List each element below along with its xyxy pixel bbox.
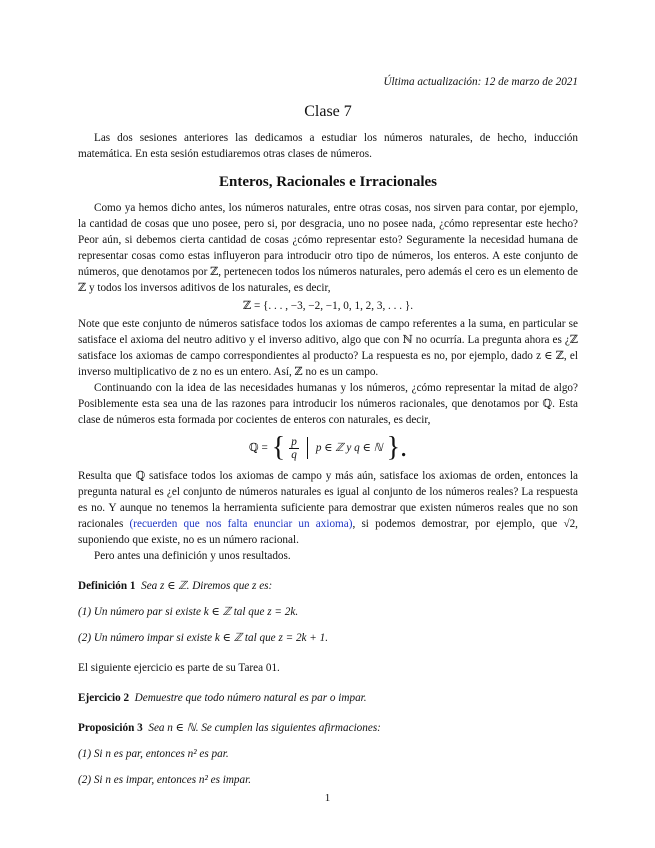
class-title: Clase 7 [304, 103, 352, 120]
paragraph-irrationals-part2: , si podemos demostrar, por ejemplo, que √2, suponiendo que existe, no es un número racional. [78, 518, 578, 546]
fraction-numerator: p [291, 435, 297, 448]
paragraph-transition: Pero antes una definición y unos resultados. [94, 550, 291, 562]
fraction-denominator: q [291, 448, 297, 461]
paragraph-irrationals [78, 468, 578, 548]
exercise-2 [78, 690, 578, 706]
rationals-lhs: ℚ = [248, 442, 268, 454]
proposition-label: Proposición 3 [78, 722, 143, 734]
definition-label: Definición 1 [78, 580, 136, 592]
definition-item-1: (1) Un número par si existe k ∈ ℤ tal que z = 2k. [78, 606, 299, 618]
page-content [78, 74, 578, 788]
exercise-text: Demuestre que todo número natural es par o impar. [134, 692, 367, 704]
paragraph-rationals: Continuando con la idea de las necesidades humanas y los números, ¿cómo representar la mitad de algo? Posiblemente esta sea una de las razones para introducir los números racionales, que denotamos por ℚ. Esta clase de números esta formada por cocientes de enteros con naturales, es decir, [78, 382, 578, 426]
exercise-label: Ejercicio 2 [78, 692, 130, 704]
definition-item-2: (2) Un número impar si existe k ∈ ℤ tal que z = 2k + 1. [78, 632, 329, 644]
intro-paragraph: Las dos sesiones anteriores las dedicamos a estudiar los números naturales, de hecho, inducción matemática. En esta sesión estudiaremos otras clases de números. [78, 132, 578, 160]
open-brace: { [271, 432, 286, 463]
paragraph-integers: Como ya hemos dicho antes, los números naturales, entre otras cosas, nos sirven para contar, por ejemplo, la cantidad de cosas que uno posee, pero si, por desgracia, uno no posee nada, ¿cómo representar este hecho? Peor aún, si debemos cierta cantidad de cosas ¿cómo representar esto? Seguramente la necesidad humana de representar cosas como estas influyeron para introducir otro tipo de números, los enteros. A este conjunto de números, que denotamos por ℤ, pertenecen todos los números naturales, pero además el cero es un elemento de ℤ y todos los inversos aditivos de los naturales, es decir, [78, 202, 578, 294]
rationals-set-formula [78, 434, 578, 462]
axiom-note-link[interactable]: (recuerden que nos falta enunciar un axioma) [129, 518, 353, 530]
definition-1 [78, 578, 578, 594]
last-updated: Última actualización: 12 de marzo de 2021 [383, 76, 578, 88]
proposition-text: Sea n ∈ ℕ. Se cumplen las siguientes afirmaciones: [148, 722, 381, 734]
paragraph-irrationals-part1: Resulta que ℚ satisface todos los axiomas de campo y más aún, satisface los axiomas de orden, entonces la pregunta natural es ¿el conjunto de números naturales es igual al conjunto de los números reales? La respuesta es no. Y aunque no tenemos la herramienta suficiente para demostrar que existen números reales que no son racionales [78, 470, 578, 530]
definition-text: Sea z ∈ ℤ. Diremos que z es: [141, 580, 273, 592]
paragraph-field-axioms: Note que este conjunto de números satisface todos los axiomas de campo referentes a la suma, en particular se satisface el axioma del neutro aditivo y el inverso aditivo, algo que con ℕ no ocurría. La pregunta ahora es ¿ℤ satisface los axiomas de campo correspondientes al producto? La respuesta es no, por ejemplo, dado z ∈ ℤ, el inverso multiplicativo de z no es un entero. Así, ℤ no es un campo. [78, 318, 578, 378]
proposition-item-2: (2) Si n es impar, entonces n² es impar. [78, 774, 252, 786]
homework-note: El siguiente ejercicio es parte de su Tarea 01. [78, 662, 280, 674]
set-builder-bar [307, 437, 308, 459]
close-brace: }. [386, 432, 408, 463]
fraction-p-over-q [289, 436, 299, 461]
proposition-3 [78, 720, 578, 736]
set-condition: p ∈ ℤ y q ∈ ℕ [315, 442, 383, 454]
section-title: Enteros, Racionales e Irracionales [218, 174, 438, 190]
page-number: 1 [324, 792, 331, 804]
proposition-item-1: (1) Si n es par, entonces n² es par. [78, 748, 229, 760]
integers-set-formula: ℤ = {. . . , −3, −2, −1, 0, 1, 2, 3, . . . }. [242, 300, 413, 312]
